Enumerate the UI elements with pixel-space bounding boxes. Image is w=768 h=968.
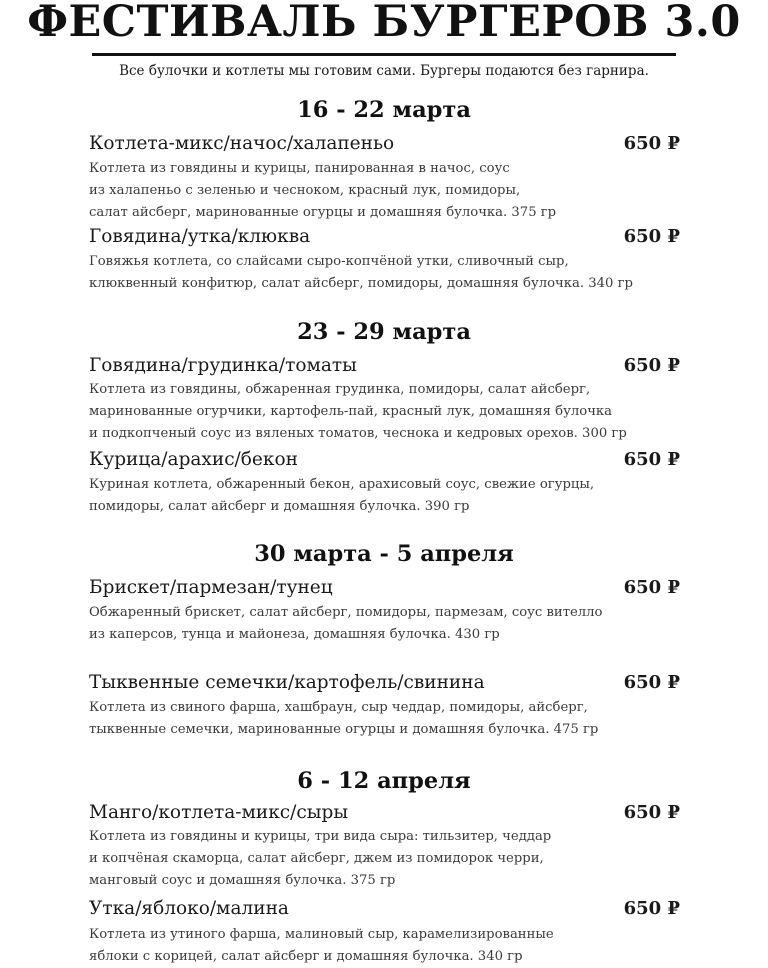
description-line: клюквенный конфитюр, салат айсберг, помидоры, домашняя булочка. 340 гр: [89, 276, 633, 291]
burger-price: 650 ₽: [623, 672, 680, 693]
description-line: тыквенные семечки, маринованные огурцы и домашняя булочка. 475 гр: [89, 722, 599, 737]
burger-price: 650 ₽: [623, 355, 680, 376]
description-line: Котлета из говядины, обжаренная грудинка, помидоры, салат айсберг,: [89, 382, 591, 397]
burger-description: [89, 379, 689, 445]
burger-description: [89, 602, 689, 646]
description-line: помидоры, салат айсберг и домашняя булочка. 390 гр: [89, 499, 470, 514]
description-line: Куриная котлета, обжаренный бекон, арахисовый соус, свежие огурцы,: [89, 477, 595, 492]
burger-price: 650 ₽: [623, 577, 680, 598]
burger-name: Говядина/утка/клюква: [89, 226, 311, 247]
description-line: из халапеньо с зеленью и чесноком, красный лук, помидоры,: [89, 183, 521, 198]
page-subtitle: Все булочки и котлеты мы готовим сами. Бургеры подаются без гарнира.: [119, 63, 649, 79]
burger-name: Утка/яблоко/малина: [89, 898, 289, 919]
burger-description: [89, 826, 689, 892]
burger-price: 650 ₽: [623, 133, 680, 154]
description-line: из каперсов, тунца и майонеза, домашняя булочка. 430 гр: [89, 627, 500, 642]
description-line: и копчёная скаморца, салат айсберг, джем из помидорок черри,: [89, 851, 544, 866]
page-title: ФЕСТИВАЛЬ БУРГЕРОВ 3.0: [27, 0, 741, 47]
burger-description: [89, 697, 689, 741]
title-underline: [92, 53, 676, 56]
burger-description: [89, 251, 689, 295]
burger-name: Тыквенные семечки/картофель/свинина: [89, 672, 485, 693]
description-line: и подкопченый соус из вяленых томатов, чеснока и кедровых орехов. 300 гр: [89, 426, 627, 441]
week-heading: 16 - 22 марта: [297, 97, 471, 123]
burger-price: 650 ₽: [623, 226, 680, 247]
description-line: манговый соус и домашняя булочка. 375 гр: [89, 873, 396, 888]
burger-name: Котлета-микс/начос/халапеньо: [89, 133, 395, 154]
burger-description: [89, 158, 689, 224]
burger-description: [89, 474, 689, 518]
description-line: салат айсберг, маринованные огурцы и домашняя булочка. 375 гр: [89, 205, 557, 220]
description-line: Говяжья котлета, со слайсами сыро-копчёной утки, сливочный сыр,: [89, 254, 569, 269]
description-line: яблоки с корицей, салат айсберг и домашняя булочка. 340 гр: [89, 949, 523, 964]
burger-description: [89, 924, 689, 968]
burger-price: 650 ₽: [623, 898, 680, 919]
burger-price: 650 ₽: [623, 449, 680, 470]
week-heading: 6 - 12 апреля: [297, 768, 471, 794]
description-line: Котлета из утиного фарша, малиновый сыр, карамелизированные: [89, 927, 554, 942]
burger-price: 650 ₽: [623, 802, 680, 823]
week-heading: 30 марта - 5 апреля: [254, 541, 514, 567]
week-heading: 23 - 29 марта: [297, 319, 471, 345]
burger-name: Манго/котлета-микс/сыры: [89, 802, 349, 823]
burger-name: Курица/арахис/бекон: [89, 449, 298, 470]
description-line: Обжаренный брискет, салат айсберг, помидоры, пармезам, соус вителло: [89, 605, 603, 620]
description-line: Котлета из свиного фарша, хашбраун, сыр чеддар, помидоры, айсберг,: [89, 700, 588, 715]
description-line: Котлета из говядины и курицы, панированная в начос, соус: [89, 161, 510, 176]
description-line: Котлета из говядины и курицы, три вида сыра: тильзитер, чеддар: [89, 829, 552, 844]
burger-name: Брискет/пармезан/тунец: [89, 577, 333, 598]
burger-name: Говядина/грудинка/томаты: [89, 355, 357, 376]
description-line: маринованные огурчики, картофель-пай, красный лук, домашняя булочка: [89, 404, 613, 419]
